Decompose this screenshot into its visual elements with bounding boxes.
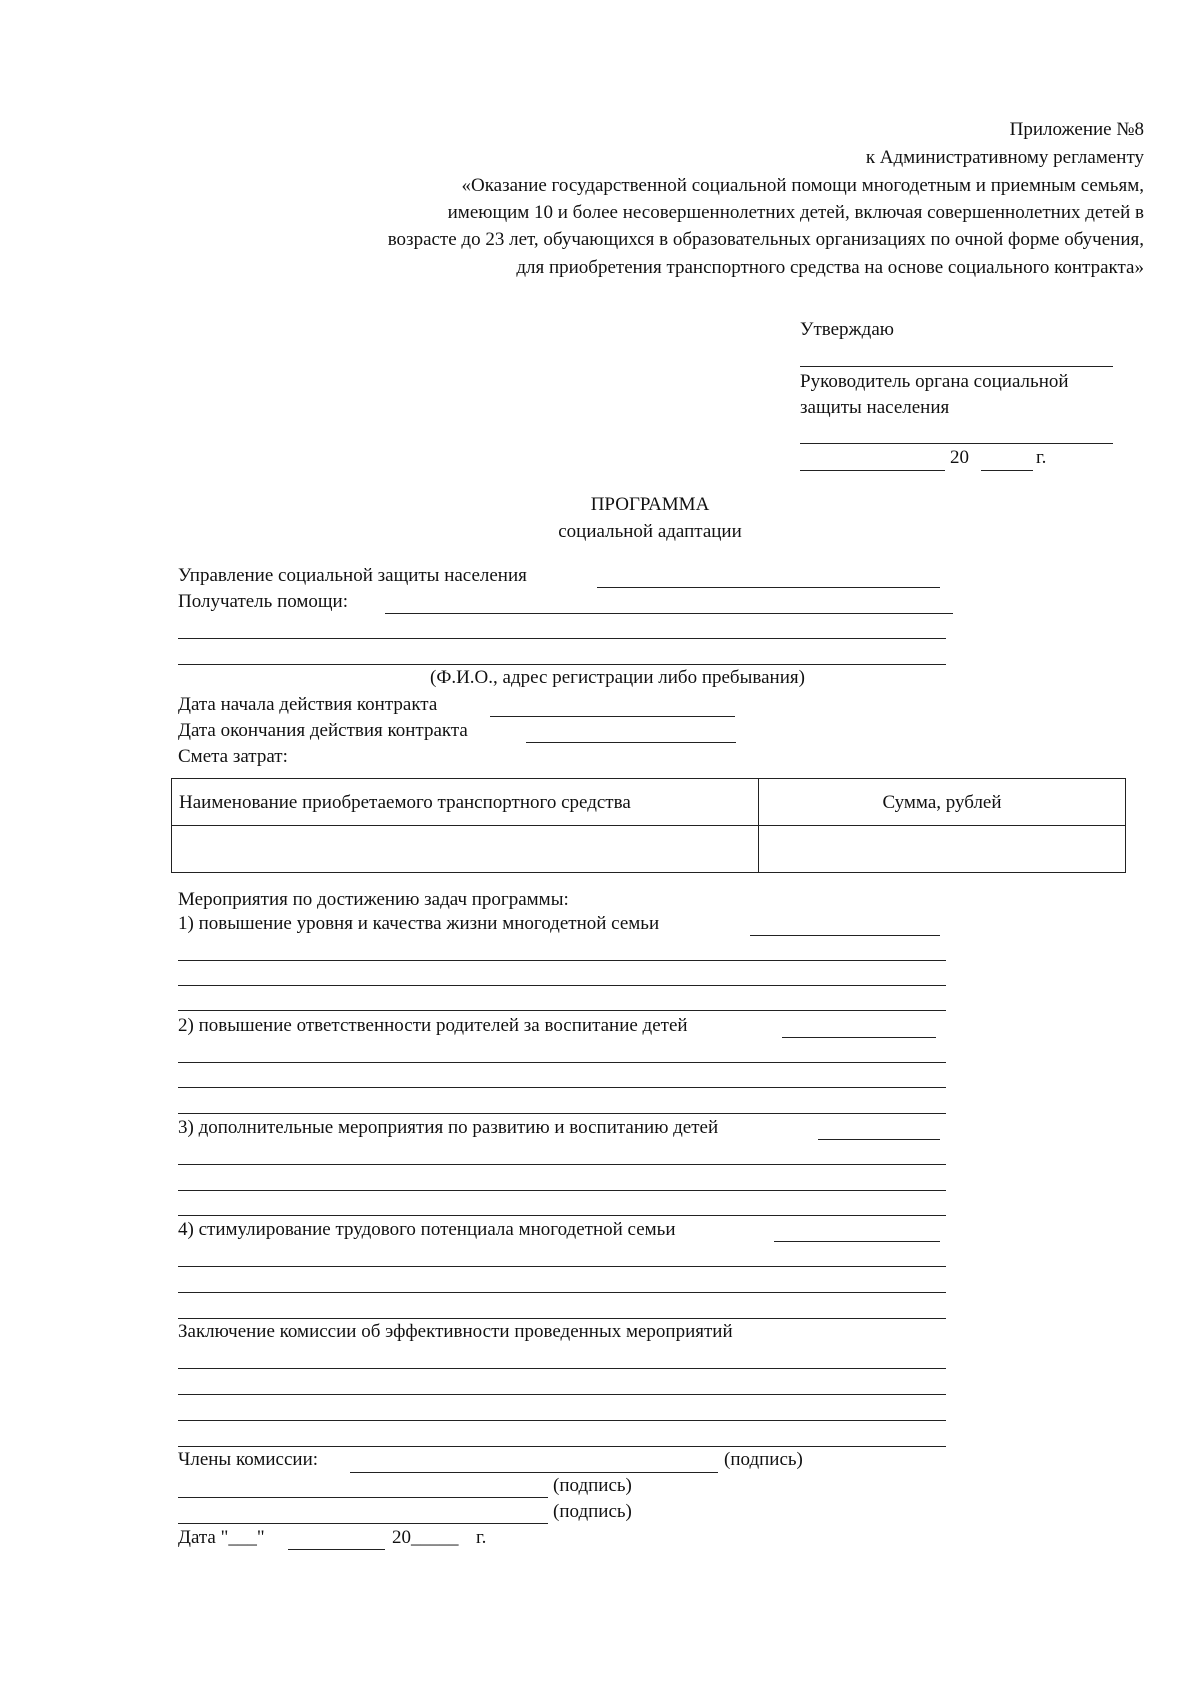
regulation-reference: к Административному регламенту <box>865 147 1144 168</box>
approver-title: Руководитель органа социальной <box>800 371 1069 392</box>
service-title-line: для приобретения транспортного средства на основе социального контракта» <box>516 257 1144 278</box>
table-cell-vehicle[interactable] <box>179 837 749 861</box>
signature-hint: (подпись) <box>553 1475 632 1496</box>
table-header-vehicle: Наименование приобретаемого транспортного средства <box>179 792 631 813</box>
measure-item: 3) дополнительные мероприятия по развитию и воспитанию детей <box>178 1117 719 1138</box>
commission-member-signature[interactable] <box>178 1523 548 1524</box>
measure-field-line[interactable] <box>178 1010 946 1011</box>
approval-year-line[interactable] <box>981 470 1033 471</box>
approval-year-suffix: г. <box>1036 447 1047 468</box>
signature-hint: (подпись) <box>724 1449 803 1470</box>
measure-field-line[interactable] <box>178 1318 946 1319</box>
approval-year-prefix: 20 <box>950 447 969 468</box>
conclusion-label: Заключение комиссии об эффективности проведенных мероприятий <box>178 1321 733 1342</box>
recipient-field[interactable] <box>385 613 953 614</box>
commission-date-prefix: Дата "___" <box>178 1527 265 1548</box>
recipient-label: Получатель помощи: <box>178 591 348 612</box>
commission-date-suffix: г. <box>476 1527 487 1548</box>
approver-name-line[interactable] <box>800 443 1113 444</box>
conclusion-field-line[interactable] <box>178 1420 946 1421</box>
recipient-field-line[interactable] <box>178 664 946 665</box>
commission-date-year: 20_____ <box>392 1527 459 1548</box>
service-title-line: «Оказание государственной социальной помощи многодетным и приемным семьям, <box>461 175 1144 196</box>
approver-signature-line[interactable] <box>800 366 1113 367</box>
measure-field-line[interactable] <box>178 960 946 961</box>
table-header-sum: Сумма, рублей <box>882 792 1002 813</box>
commission-date-month-field[interactable] <box>288 1549 385 1550</box>
measure-field-line[interactable] <box>178 1113 946 1114</box>
estimate-label: Смета затрат: <box>178 746 288 767</box>
conclusion-field-line[interactable] <box>178 1446 946 1447</box>
page-subtitle: социальной адаптации <box>558 521 742 542</box>
service-title-line: имеющим 10 и более несовершеннолетних детей, включая совершеннолетних детей в <box>447 202 1144 223</box>
fio-hint: (Ф.И.О., адрес регистрации либо пребывания) <box>430 667 805 688</box>
measure-field-line[interactable] <box>178 1190 946 1191</box>
signature-hint: (подпись) <box>553 1501 632 1522</box>
page-title: ПРОГРАММА <box>590 494 710 515</box>
conclusion-field-line[interactable] <box>178 1394 946 1395</box>
measure-item: 2) повышение ответственности родителей за воспитание детей <box>178 1015 688 1036</box>
measures-title: Мероприятия по достижению задач программы: <box>178 889 569 910</box>
department-field[interactable] <box>597 587 940 588</box>
measure-field-line[interactable] <box>178 1215 946 1216</box>
end-date-label: Дата окончания действия контракта <box>178 720 468 741</box>
measure-item: 4) стимулирование трудового потенциала многодетной семьи <box>178 1219 676 1240</box>
approval-day-month-line[interactable] <box>800 470 945 471</box>
cost-estimate-table <box>171 778 1126 873</box>
table-row-divider <box>172 825 1125 826</box>
measure-field[interactable] <box>782 1037 936 1038</box>
end-date-field[interactable] <box>526 742 736 743</box>
measure-field[interactable] <box>750 935 940 936</box>
commission-member-signature[interactable] <box>350 1472 718 1473</box>
measure-field-line[interactable] <box>178 985 946 986</box>
measure-item: 1) повышение уровня и качества жизни многодетной семьи <box>178 913 660 934</box>
commission-label: Члены комиссии: <box>178 1449 319 1470</box>
start-date-label: Дата начала действия контракта <box>178 694 438 715</box>
measure-field-line[interactable] <box>178 1087 946 1088</box>
approver-title: защиты населения <box>800 397 950 418</box>
measure-field-line[interactable] <box>178 1062 946 1063</box>
start-date-field[interactable] <box>490 716 735 717</box>
measure-field-line[interactable] <box>178 1164 946 1165</box>
measure-field-line[interactable] <box>178 1266 946 1267</box>
conclusion-field-line[interactable] <box>178 1368 946 1369</box>
service-title-line: возрасте до 23 лет, обучающихся в образовательных организациях по очной форме обучения, <box>387 229 1144 250</box>
appendix-number: Приложение №8 <box>1009 119 1144 140</box>
measure-field-line[interactable] <box>178 1292 946 1293</box>
measure-field[interactable] <box>818 1139 940 1140</box>
department-label: Управление социальной защиты населения <box>178 565 527 586</box>
approve-label: Утверждаю <box>800 319 894 340</box>
table-cell-sum[interactable] <box>766 837 1116 861</box>
measure-field[interactable] <box>774 1241 940 1242</box>
recipient-field-line[interactable] <box>178 638 946 639</box>
commission-member-signature[interactable] <box>178 1497 548 1498</box>
